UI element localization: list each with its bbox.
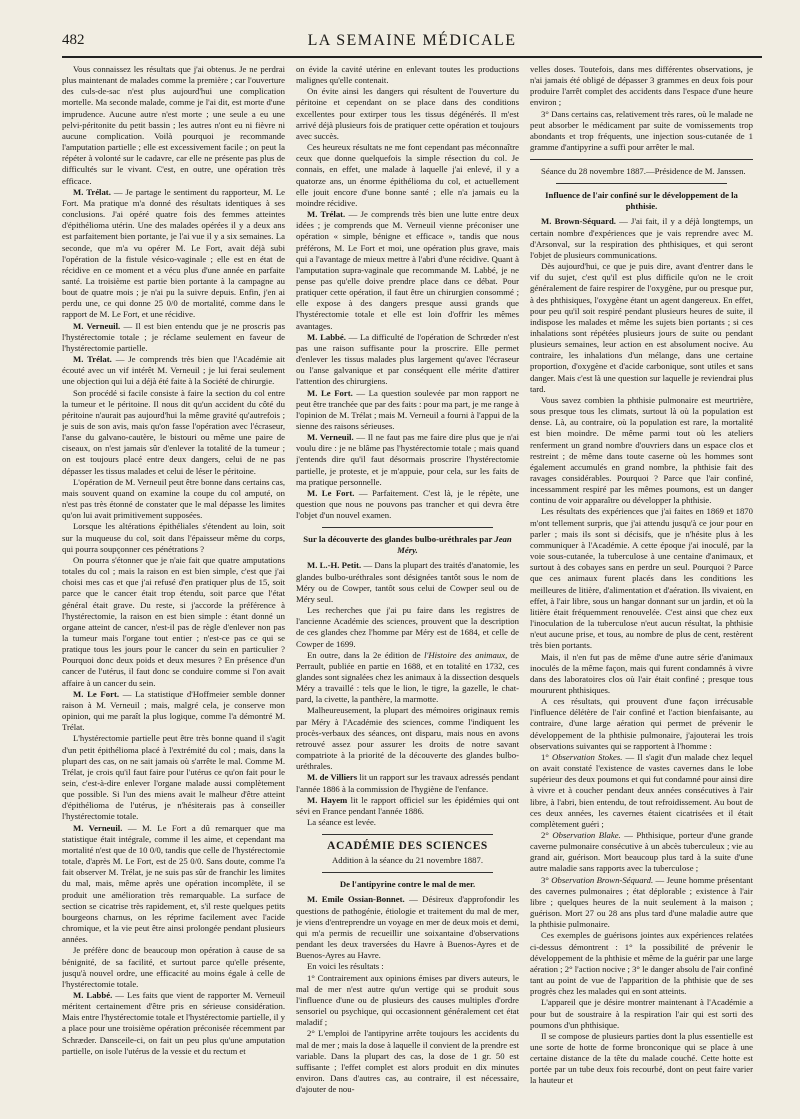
running-head [62,32,762,56]
paragraph: L'hystérectomie partielle peut être très bonne quand il s'agit d'un petit épithélioma placé à l'extrémité du col ; mais, dans la plupart des cas, on ne sait jamais où s'arrête le mal. Comme M. Trélat, je crois qu'il faut faire pour l'utérus ce qu'on fait pour le sein, c'est-à-dire enlever l'organe malade aussi complètement que possible. Si l'un des miens avait le malheur d'être atteint d'épithélioma de l'utérus, je n'hésiterais pas à conseiller l'hystérectomie totale. [62,733,285,822]
speaker-name: M. Labbé. [307,331,346,342]
paragraph [296,772,519,794]
paragraph-text: — La difficulté de l'opération de Schrœder n'est pas une raison suffisante pour la proscrire. Elle permet d'enlever les tissus malades plus largement qu'avec l'écraseur ou l'anse galvanique et par conséquent elle mérite d'attirer l'attention des chirurgiens. [296,331,519,387]
paragraph: Ces exemples de guérisons jointes aux expériences relatées ci-dessus démontrent : 1° la possibilité de prévenir le développement de la phthisie et même de la guérir par une large aération ; 2° l'action nocive ; 3° le danger absolu de l'air confiné tant au point de vue de l'apparition de la phthisie que de ses progrès chez les malades qui en sont atteints. [530,930,753,997]
paragraph: Malheureusement, la plupart des mémoires originaux remis par Méry à l'Académie des sciences, comme l'indiquent les procès-verbaux des séances, ont disparu, mais nous en avons retrouvé assez pour assurer les droits de notre savant compatriote à la priorité de la découverte des glandes bulbo-uréthrales. [296,705,519,772]
paragraph [530,752,753,830]
column-2 [296,64,519,1114]
paragraph-text: — Il s'agit d'un malade chez lequel on avait constaté l'existence de vastes cavernes dans le lobe supérieur des deux poumons et qui fut condamné pour ainsi dire à vivre et à coucher pendant deux années consécutives à l'air libre, à l'abri, bien entendu, de tout refroidissement. Au bout de ces deux années, les cavernes étaient cicatrisées et il était complètement guéri ; [530,751,753,829]
section-heading: Influence de l'air confiné sur le développement de la phthisie. [545,190,738,212]
section-title: Sur la découverte des glandes bulbo-uréthrales par [303,534,493,545]
speaker-name: M. Trélat. [73,186,111,197]
section-divider [556,183,727,184]
paragraph: Son procédé si facile consiste à faire la section du col entre la tumeur et le péritoine. Il nous dit qu'un accident du côté du péritoine n'aurait pas aujourd'hui la même gravité qu'autrefois ; je suis de son avis, mais qu'on fasse l'opération avec l'écraseur, l'anse du galvano-cautère, le bistouri ou même une paire de ciseaux, on n'est jamais sûr d'enlever la totalité de la tumeur ; on est toujours placé entre deux dangers, celui de ne pas dépasser les tissus malades et celui de léser le péritoine. [62,387,285,476]
paragraph: Il se compose de plusieurs parties dont la plus essentielle est une sorte de hotte de forme bronconique qui se place à une certaine distance de la tête du malade couché. Cette hotte est portée par un tube deux fois recourbé, dont on peut faire varier la hauteur et [530,1030,753,1086]
paragraph-text: lit un rapport sur les travaux adressés pendant l'année 1886 à la commission de l'hygiène de l'enfance. [296,772,519,794]
section-divider [322,834,493,835]
paragraph-text: — Je partage le sentiment du rapporteur, M. Le Fort. Ma pratique m'a donné des résultats identiques à ses conclusions. J'ai opéré quatre fois des femmes atteintes d'épithélioma utérin. Une des malades opérées il y a deux ans est parfaitement bien portante, je l'ai vue il y a six semaines. La seconde, que m'a vu opérer M. Le Fort, avait déjà subi l'opération de la fistule vésico-vaginale ; elle est en état de récidive en ce moment et a vécu plus d'une année en parfaite santé. La troisième est partie bien portante à la campagne au bout de quatre mois ; je n'ai pu la suivre depuis. Enfin, j'en ai perdu une, ce qui donne 25 0/0 de mortalité, comme dans le rapport de M. Le Fort, et une récidive. [62,186,285,320]
section-heading [296,534,519,556]
paragraph: L'appareil que je désire montrer maintenant à l'Académie a pour but de soustraire à la respiration l'air qui est sorti des poumons d'un phthisique. [530,997,753,1030]
paragraph-text: — J'ai fait, il y a déjà longtemps, un certain nombre d'expériences que je vais reprendre avec M. d'Arsonval, sur la respiration des phthisiques, et qui seront l'objet de plusieurs communications. [530,216,753,260]
paragraph [296,432,519,488]
paragraph [530,216,753,261]
academy-addition: Addition à la séance du 21 novembre 1887. [331,855,484,866]
speaker-name: M. L.-H. Petit. [307,560,362,571]
paragraph-text: — Désireux d'approfondir les questions de pathogénie, étiologie et traitement du mal de mer, je viens d'entreprendre un voyage en mer de deux mois et demi, qui m'a permis de recueillir une soixantaine d'observations pendant les deux traversées du Havre à Buenos-Ayres et de Buenos-Ayres au Havre. [296,894,519,961]
paragraph: 2° L'emploi de l'antipyrine arrête toujours les accidents du mal de mer ; mais la dose à laquelle il convient de la prendre est variable. Dans la plupart des cas, la dose de 1 gr. 50 est suffisante ; l'effet complet est alors produit en dix minutes environ. Dans d'autres cas, au contraire, il est nécessaire, d'ajouter de nou- [296,1028,519,1095]
paragraph: Vous connaissez les résultats que j'ai obtenus. Je ne perdrai plus maintenant de malades comme la première ; car l'ouverture des culs-de-sac n'est plus aujourd'hui une complication mortelle. Ma seconde malade, comme je l'ai dit, est morte d'une imprudence. Aucune autre n'est morte ; une seule a eu une pelvi-péritonite du petit bassin ; les autres n'ont eu ni fièvre ni aucune complication. Voilà pourquoi je recommande l'amputation partielle ; elle est excessivement facile ; on peut la répéter à volonté sur le cadavre, car elle ne présente pas plus de difficultés sur le vivant. C'est, en outre, une opération très efficace. [62,64,285,186]
paragraph-text: — Il est bien entendu que je ne proscris pas l'hystérectomie totale ; je réclame seulement en faveur de l'hystérectomie partielle. [62,320,285,353]
paragraph [530,875,753,931]
speaker-name: M. Trélat. [307,209,346,220]
session-text: Séance du 28 novembre 1887.—Présidence de M. [541,166,717,177]
paragraph-text: — La statistique d'Hoffmeier semble donner raison à M. Verneuil ; mais, malgré cela, je conserve mon opinion, qui me paraît la plus logique, comme l'a démontré M. Trélat. [62,688,285,733]
paragraph [530,830,753,875]
paragraph [62,823,285,946]
paragraph-text: 1° [541,751,552,762]
paragraph: Lorsque les altérations épithéliales s'étendent au loin, soit sur la muqueuse du col, soit dans l'épaisseur même du corps, qui pourra soupçonner ces pénétrations ? [62,521,285,554]
section-divider [322,872,493,873]
paragraph: Vous savez combien la phthisie pulmonaire est meurtrière, sous presque tous les climats, surtout là où la population est dense. Là, au contraire, où la population est rare, la mortalité est bien moindre. De même parmi tout où les ateliers renferment un grand nombre d'ouvriers dans un espace clos et restreint ; de même dans toute caserne où les hommes sont également accumulés en grand nombre, la phthisie fait des ravages considérables. Pourquoi ? Parce que l'air confiné, incessamment respiré par les mêmes poumons, est un danger continu de voir apparaître ou développer la phthisie. [530,394,753,506]
paragraph-text: — Dans la plupart des traités d'anatomie, les glandes bulbo-uréthrales sont désignées tantôt sous le nom de Méry ou de Cowper, tantôt sous celui de Cowper seul ou de Méry seul. [296,560,519,604]
paragraph-text: lit le rapport officiel sur les épidémies qui ont sévi en France pendant l'année 1886. [296,794,519,816]
paragraph-text: — M. Le Fort a dû remarquer que ma statistique était intégrale, comme il les aime, et cependant ma mortalité n'est que de 10 0/0, tandis que celle de l'hystérectomie totale, d'après M. Le Fort, est de 25 0/0. Sans doute, comme l'a fait observer M. Trélat, je ne suis pas sûr de franchir les limites du mal, mais, même après une opération incomplète, il se produit une amélioration très remarquable. La surface de section se cicatrise très rapidement, et, s'il reste quelques petits bourgeons charnus, on les réprime facilement avec l'acide chromique, et la vie peut être ainsi prolongée pendant plusieurs années. [62,822,285,945]
paragraph [296,894,519,961]
session-line [530,166,753,177]
speaker-name: M. de Villiers [307,772,358,783]
speaker-name: M. Le Fort. [73,688,120,699]
paragraph [62,321,285,354]
paragraph-text: En outre, dans la 2e édition de [307,649,425,660]
paragraph-text: , de Perrault, publiée en partie en 1688, et en totalité en 1732, ces glandes sont signalées chez les animaux à la dissection desquels Méry a travaillé : tels que le lion, le tigre, la gazelle, le chat-pard, la civette, la panthère, la marmotte. [296,649,519,705]
paragraph: 1° Contrairement aux opinions émises par divers auteurs, le mal de mer n'est autre qu'un vertige qui se produit sous l'influence d'une ou de plusieurs des causes multiples d'ordre sensoriel ou psychique, qui occasionnent généralement cet état maladif ; [296,972,519,1028]
page-number: 482 [62,32,85,48]
journal-title: LA SEMAINE MÉDICALE [307,32,517,49]
paragraph: Ces heureux résultats ne me font cependant pas méconnaître ceux que donne quelquefois la simple résection du col. Je connais, en effet, une malade à laquelle j'ai enlevé, il y a quatorze ans, un énorme épithélioma du col, et actuellement elle jouit encore d'une bonne santé ; elle n'a jamais eu la moindre récidive. [296,142,519,208]
paragraph: velles doses. Toutefois, dans mes différentes observations, je n'ai jamais été obligé de dépasser 3 grammes en deux fois pour produire l'arrêt complet des accidents dans l'espace d'une heure environ ; [530,64,753,108]
paragraph [296,388,519,433]
paragraph: Dès aujourd'hui, ce que je puis dire, avant d'entrer dans le vif du sujet, c'est qu'il est plus difficile qu'on ne le croit généralement de faire respirer de l'oxygène, pur ou presque pur, à des phthisiques, l'oxygène étant un agent dangereux. En effet, pour peu qu'il soit respiré pendant plusieurs heures de suite, il indispose les malades et même les sujets bien portants ; si ces inhalations sont répétées plusieurs jours de suite ou pendant plusieurs semaines, leur action en est absolument nocive. Au contraire, les inhalations d'un mélange, dans une certaine proportion, d'oxygène et d'acide carbonique, sont utiles et sans danger. Mais c'est là une question sur laquelle je reviendrai plus tard. [530,261,753,394]
paragraph: Les recherches que j'ai pu faire dans les registres de l'ancienne Académie des sciences, prouvent que la description de ces glandes chez l'homme par Méry est de 1684, et celle de Cowper de 1699. [296,605,519,649]
paragraph: L'opération de M. Verneuil peut être bonne dans certains cas, mais souvent quand on examine la coupe du col amputé, on n'est pas très étonné de constater que le mal dépasse les limites qu'on lui avait primitivement supposées. [62,476,285,521]
speaker-name: M. Le Fort. [307,387,353,398]
paragraph [62,354,285,387]
paragraph-text: — Phthisique, porteur d'une grande caverne pulmonaire consécutive à un abcès tuberculeux ; vie au grand air, guérison. Mort beaucoup plus tard à la suite d'une autre maladie sans rapports avec la tuberculose ; [530,830,753,874]
observation-title: Observation Brown-Séquard. [551,874,654,885]
paragraph [296,795,519,817]
book-title: l'Histoire des animaux [424,649,506,660]
paragraph: En voici les résultats : [307,961,384,972]
paragraph [62,990,285,1057]
paragraph: A ces résultats, qui prouvent d'une façon irrécusable l'influence délétère de l'air confiné et l'action bienfaisante, au contraire, d'une large aération qui permet de prévenir le développement de la phthisie pulmonaire, j'ajouterai les trois observations suivantes qui se rapportent à l'homme : [530,696,753,751]
column-3 [530,64,753,1114]
speaker-name: M. Trélat. [73,354,112,365]
paragraph-text: — La question soulevée par mon rapport ne peut être tranchée que par des faits : pour ma part, je me range à l'opinion de M. Trélat ; mais M. Verneuil a fourni à l'appui de la sienne des raisons sérieuses. [296,387,519,431]
paragraph-text: 2° [541,830,553,840]
paragraph [296,209,519,332]
paragraph: La séance est levée. [307,817,376,827]
speaker-name: M. Verneuil. [307,432,354,443]
paragraph: On pourra s'étonner que je n'aie fait que quatre amputations totales du col ; mais la raison en est bien simple, c'est que j'ai choisi mes cas et que j'ai refusé d'en pratiquer plus de 15, soit parce que le cancer était trop étendu, soit parce que l'état général était grave. Du reste, si j'accorde la préférence à l'hystérectomie, la raison en est bien simple : étant donné un organe atteint de cancer, n'est-il pas de règle d'enlever non pas la tumeur mais l'organe tout entier ; n'est-ce pas ce qui se pratique tous les jours pour le cancer du sein en particulier ? Pourquoi donc deux poids et deux mesures ? En présence d'un cancer de l'utérus, il faut donc se conduire comme si l'on avait affaire à un cancer du sein. [62,554,285,688]
header-rule [62,56,762,58]
president-name: Janssen. [716,166,746,177]
paragraph: Je préfère donc de beaucoup mon opération à cause de sa bénignité, de sa facilité, et surtout parce qu'elle présente, jusqu'à nouvel ordre, une efficacité au moins égale à celle de l'hystérectomie totale. [62,945,285,989]
paragraph: 3° Dans certains cas, relativement très rares, où le malade ne peut absorber le médicament par suite de vomissements trop abondants et trop fréquents, une injection sous-cutanée de 1 gramme d'antipyrine a suffi pour arrêter le mal. [530,108,753,153]
speaker-name: M. Brown-Séquard. [541,216,616,227]
speaker-name: M. Verneuil. [73,822,123,833]
paragraph-text: — Il ne faut pas me faire dire plus que je n'ai voulu dire : je ne blâme pas l'hystérectomie totale ; mais quand j'entends dire qu'il faut désormais proscrire l'hystérectomie partielle, je proteste, et je m'appuie, pour cela, sur les faits de ma pratique personnelle. [296,432,519,487]
section-author: Jean Méry. [397,534,512,556]
paragraph: on évide la cavité utérine en enlevant toutes les productions malignes qu'elle contenait. [296,64,519,86]
paragraph [296,488,519,521]
section-divider [530,159,753,160]
paragraph: On évite ainsi les dangers qui résultent de l'ouverture du péritoine et cependant on se place dans des conditions excellentes pour extirper tous les tissus dégénérés. Il m'est arrivé déjà plusieurs fois de pratiquer cette opération et toujours avec succès. [296,86,519,141]
academy-heading: ACADÉMIE DES SCIENCES [327,840,488,853]
speaker-name: M. Hayem [307,794,348,805]
paragraph-text: 3° [541,874,552,885]
paragraph-text: — Je comprends très bien que l'Académie ait écouté avec un vif intérêt M. Verneuil ; je lui ferai seulement une objection qui lui a déjà été faite à la Société de chirurgie. [62,354,285,387]
section-heading: De l'antipyrine contre le mal de mer. [339,879,476,890]
speaker-name: M. Verneuil. [73,320,121,331]
column-1 [62,64,285,1114]
section-divider [322,527,493,528]
paragraph-text: — Les faits que vient de rapporter M. Verneuil méritent certainement d'être pris en sérieuse considération. Mais entre l'hystérectomie totale et l'hystérectomie partielle, il y a place pour une troisième opération préconisée récemment par Schræder. Dansceile-ci, on fait un peu plus qu'une amputation partielle, on isole l'utérus de la vessie et du rectum et [62,989,285,1056]
speaker-name: M. Le Fort. [307,487,355,498]
paragraph-text: — Je comprends très bien une lutte entre deux idées ; je comprends que M. Verneuil vienne préconiser une opération « simple, bénigne et efficace », tandis que nous préférons, M. Le Fort et moi, une opération plus grave, mais qui a l'avantage de mieux mettre à l'abri d'une récidive. Quant à l'amputation supra-vaginale que recommande M. Labbé, je ne pense pas qu'elle doive prendre place dans ce débat. Pour pratiquer cette opération, il faut être un chirurgien consommé ; elle expose à des dangers presque aussi grands que l'hystérectomie totale et elle est loin d'offrir les mêmes avantages. [296,209,519,331]
paragraph-text: — Jeune homme présentant des cavernes pulmonaires ; état déplorable ; existence à l'air libre ; quelques heures de la nuit seulement à la maison ; guérison. Mort 27 ou 28 ans plus tard d'une maladie autre que la phthisie pulmonaire. [530,874,753,930]
paragraph [62,187,285,321]
observation-title: Observation Blake. [552,830,621,840]
speaker-name: M. Labbé. [73,989,113,1000]
speaker-name: M. Emile Ossian-Bonnet. [307,894,405,905]
paragraph [296,332,519,388]
observation-title: Observation Stokes. [551,751,623,762]
paragraph: Les résultats des expériences que j'ai faites en 1869 et 1870 m'ont tellement surpris, que j'ai attendu jusqu'à ce jour pour en parler ; mais ils sont si décisifs, que je n'hésite plus à les communiquer à l'Académie. A cette époque j'ai inoculé, par la voie sous-cutanée, la tuberculose à une centaine d'animaux, et surtout à des cobayes sans en perdre un seul. Pourquoi ? Parce que ces animaux furent placés dans les conditions les meilleures de litière, d'alimentation et d'aération. Ils vivaient, en effet, à l'air libre, sous un hangar donnant sur un jardin, et où la litière était fréquemment renouvelée. C'est ainsi que chez eux l'inoculation de la tuberculose n'eut aucun résultat, la phthisie n'eut aucune prise, et tous, au nombre de plus de cent, restèrent très bien portants. [530,506,753,651]
paragraph: Mais, il n'en fut pas de même d'une autre série d'animaux inoculés de la même façon, mais qui furent condamnés à vivre dans des laboratoires clos où l'air était confiné ; presque tous moururent phthisiques. [530,651,753,695]
paragraph [62,689,285,734]
paragraph-text: — Parfaitement. C'est là, je le répète, une question que nous ne pouvons pas trancher et qui devra être l'objet d'un nouvel examen. [296,487,519,521]
paragraph [296,650,519,706]
paragraph [296,560,519,605]
